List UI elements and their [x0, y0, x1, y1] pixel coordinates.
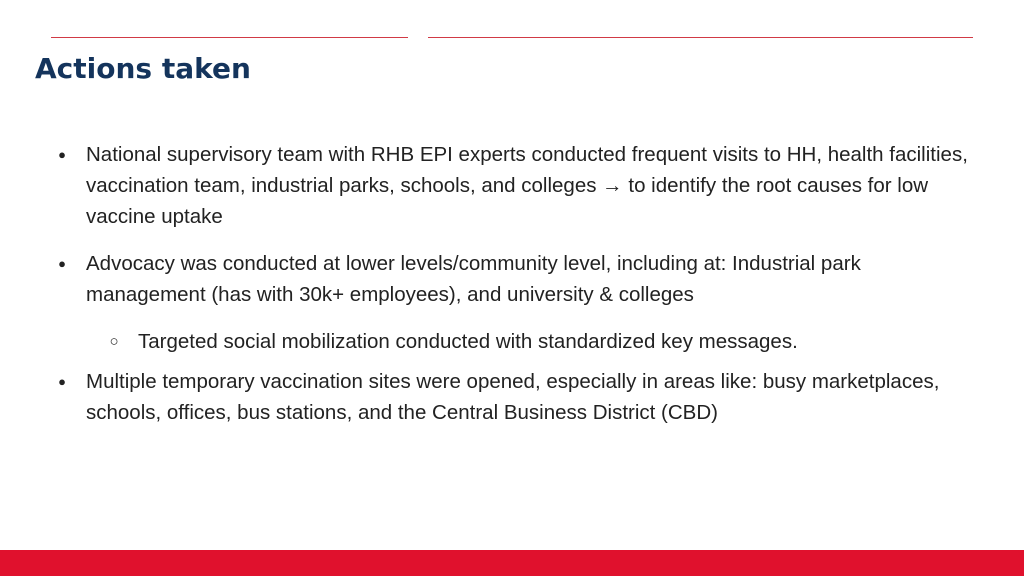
bullet-item-supervisory-visits: [58, 139, 986, 232]
bullet-dot-icon: ●: [58, 256, 66, 271]
bullet-text: National supervisory team with RHB EPI experts conducted frequent visits to HH, health facilities, vaccination team, industrial parks, schools, and colleges → to identify the root causes for low vaccine uptake: [86, 143, 968, 228]
footer-accent-bar: [0, 550, 1024, 576]
sub-bullet-item-social-mobilization: [109, 326, 988, 357]
bullet-dot-icon: ●: [58, 147, 66, 162]
bullet-text: Targeted social mobilization conducted with standardized key messages.: [138, 330, 798, 353]
bullet-item-temporary-sites: [58, 366, 986, 428]
bullet-circle-icon: ○: [109, 333, 119, 350]
bullet-item-advocacy: [58, 248, 986, 310]
bullet-dot-icon: ●: [58, 374, 66, 389]
bullet-text: Advocacy was conducted at lower levels/community level, including at: Industrial park management (has with 30k+ employees), and university & colleges: [86, 252, 861, 306]
slide-title: Actions taken: [35, 52, 251, 85]
bullet-text: Multiple temporary vaccination sites were opened, especially in areas like: busy marketplaces, schools, offices, bus stations, and the Central Business District (CBD): [86, 370, 940, 424]
